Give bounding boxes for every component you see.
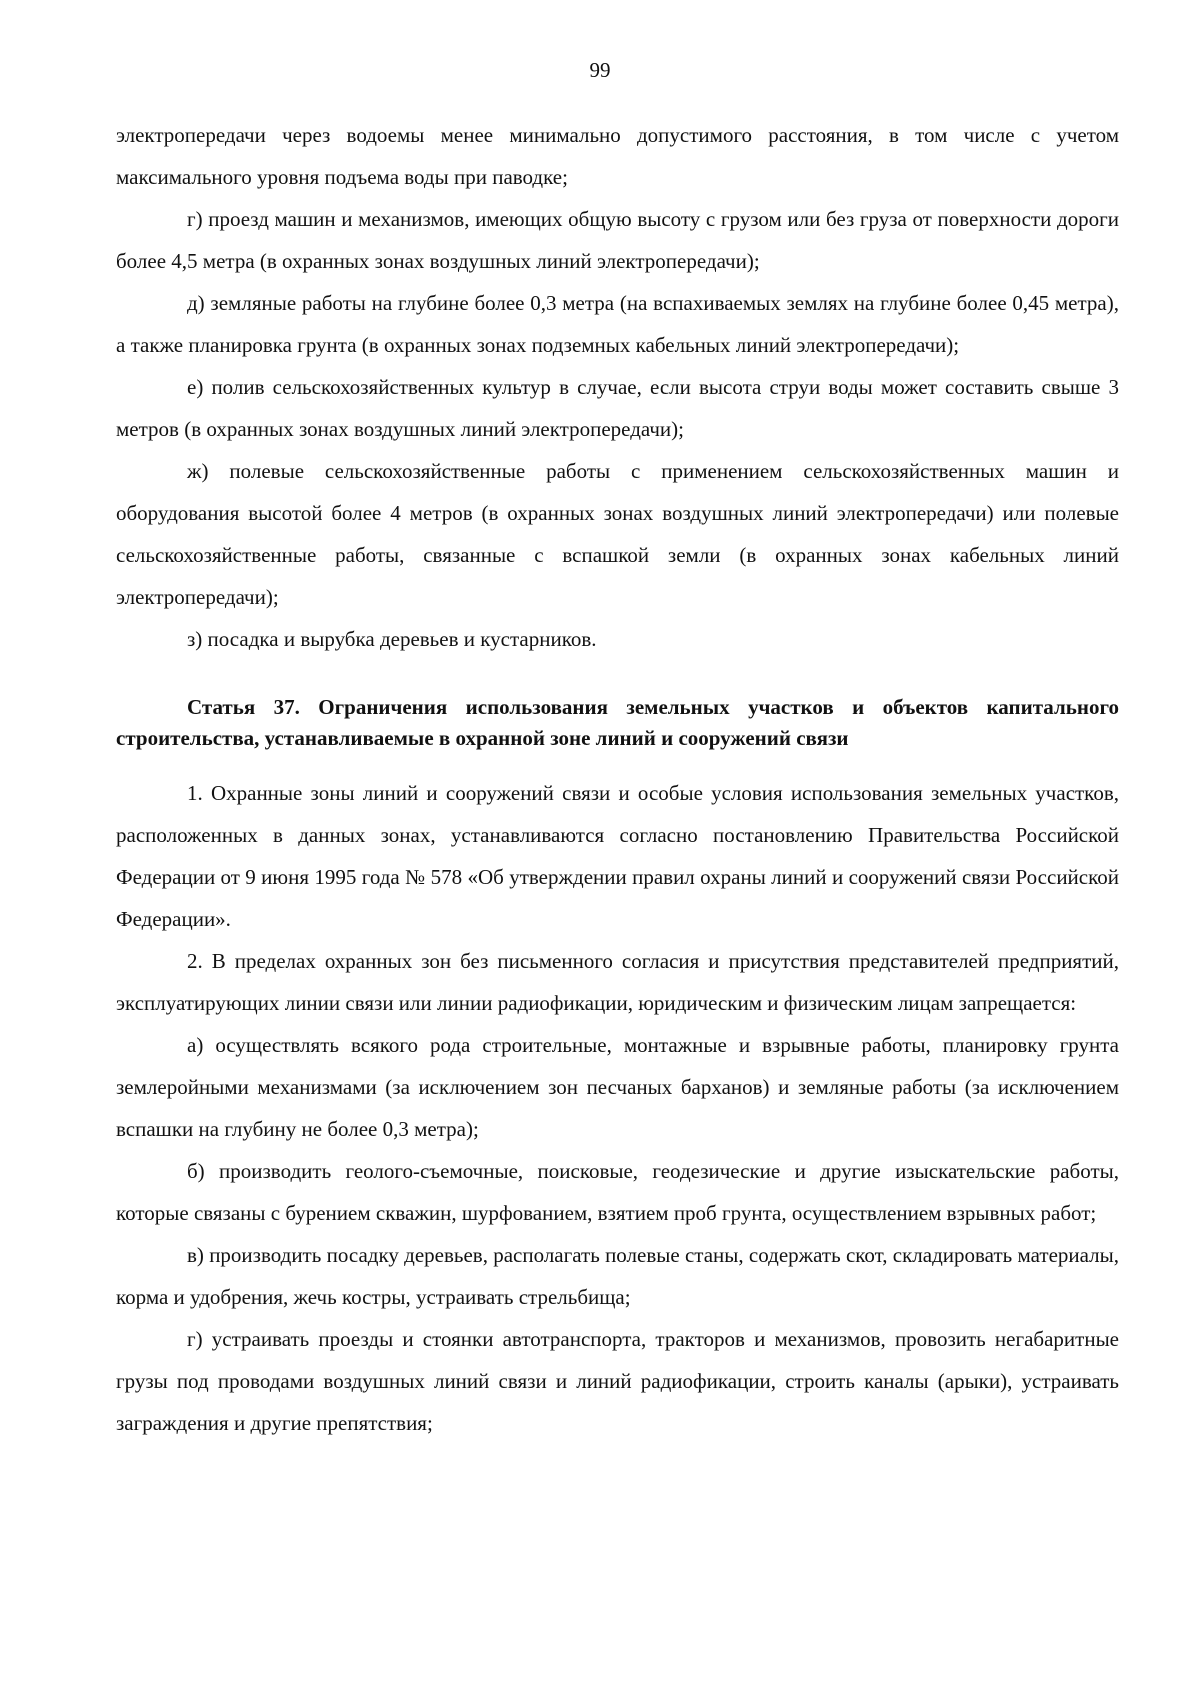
paragraph-item-zh-field-works: ж) полевые сельскохозяйственные работы с применением сельскохозяйственных машин и оборудования высотой более 4 метров (в охранных зонах воздушных линий электропередачи) или полевые сельскохозяйственные работы, связанные с вспашкой земли (в охранных зонах кабельных линий электропередачи); (116, 459, 1119, 609)
paragraph-item-z-trees: з) посадка и вырубка деревьев и кустарников. (187, 627, 597, 651)
paragraph-item-v-planting: в) производить посадку деревьев, располагать полевые станы, содержать скот, складировать материалы, корма и удобрения, жечь костры, устраивать стрельбища; (116, 1243, 1119, 1309)
paragraph-item-a-construction: а) осуществлять всякого рода строительные, монтажные и взрывные работы, планировку грунта землеройными механизмами (за исключением зон песчаных барханов) и земляные работы (за исключением вспашки на глубину не более 0,3 метра); (116, 1033, 1119, 1141)
paragraph-item-g-vehicles: г) проезд машин и механизмов, имеющих общую высоту с грузом или без груза от поверхности дороги более 4,5 метра (в охранных зонах воздушных линий электропередачи); (116, 207, 1119, 273)
paragraph-continuation: электропередачи через водоемы менее минимально допустимого расстояния, в том числе с учетом максимального уровня подъема воды при паводке; (116, 123, 1119, 189)
article-37-heading: Статья 37. Ограничения использования земельных участков и объектов капитального строительства, устанавливаемые в охранной зоне линий и сооружений связи (116, 695, 1119, 750)
paragraph-item-e-irrigation: е) полив сельскохозяйственных культур в случае, если высота струи воды может составить свыше 3 метров (в охранных зонах воздушных линий электропередачи); (116, 375, 1119, 441)
paragraph-clause-2: 2. В пределах охранных зон без письменного согласия и присутствия представителей предприятий, эксплуатирующих линии связи или линии радиофикации, юридическим и физическим лицам запрещается: (116, 949, 1119, 1015)
paragraph-clause-1: 1. Охранные зоны линий и сооружений связи и особые условия использования земельных участков, расположенных в данных зонах, устанавливаются согласно постановлению Правительства Российской Федерации от 9 июня 1995 года № 578 «Об утверждении правил охраны линий и сооружений связи Российской Федерации». (116, 781, 1119, 931)
paragraph-item-d-earthworks: д) земляные работы на глубине более 0,3 метра (на вспахиваемых землях на глубине более 0,45 метра), а также планировка грунта (в охранных зонах подземных кабельных линий электропередачи); (116, 291, 1119, 357)
document-body (116, 114, 1119, 1444)
paragraph-item-b-surveys: б) производить геолого-съемочные, поисковые, геодезические и другие изыскательские работы, которые связаны с бурением скважин, шурфованием, взятием проб грунта, осуществлением взрывных работ; (116, 1159, 1119, 1225)
paragraph-item-g-passages: г) устраивать проезды и стоянки автотранспорта, тракторов и механизмов, провозить негабаритные грузы под проводами воздушных линий связи и линий радиофикации, строить каналы (арыки), устраивать заграждения и другие препятствия; (116, 1327, 1119, 1435)
page-number: 99 (589, 58, 611, 82)
